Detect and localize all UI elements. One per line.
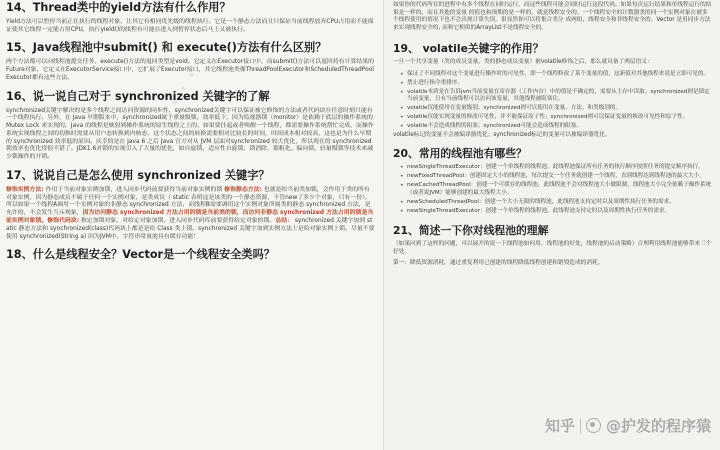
user-avatar-icon	[586, 418, 601, 433]
instance-method-text: 作用于当前对象实例加锁，进入同步代码前要获得当前对象实例的锁	[43, 186, 225, 193]
list-item: • newCachedThreadPool：创建一个可缓存的线程池，此线程池不会对线程池大小做限制，线程池大小完全依赖于操作系统（或者说JVM）能够创建的最大线程大小。	[407, 182, 713, 197]
lock-highlight-text: 因为访问静态 synchronized 方法占用的锁是当前类的锁，而访问非静态 synchronized 方法占用的锁是当前实例对象锁。	[6, 210, 374, 224]
list-item: • volatile仅能使用在变量级别；synchronized则可以使用在变量、方法、和类级别的。	[407, 105, 713, 112]
section-16-title: 16、说一说自己对于 synchronized 关键字的了解	[6, 89, 270, 103]
list-item: • volatile仅能实现变量的修改可见性，并不能保证原子性；synchronized则可以保证变量的修改可见性和原子性。	[407, 114, 713, 121]
instance-method-label: 修饰实例方法:	[6, 186, 44, 193]
section-17-title: 17、说说自己是怎么使用 synchronized 关键字？	[6, 169, 270, 182]
volatile-list	[393, 71, 713, 131]
watermark-divider	[580, 419, 581, 433]
section-19-body: 一旦一个共享变量（类的成员变量、类的静态成员变量）被volatile修饰之后，那么就具备了两层语义：	[393, 59, 653, 66]
zhihu-watermark	[545, 415, 711, 436]
thread-safety-intro: 如果你的代码所在的进程中有多个线程在同时运行，而这些线程可能会同时运行这段代码。如果每次运行结果和单线程运行的结果是一样的，而且其他的变量 的值也和预期的是一样的，就是线程安全的。一个线程安全的计数器类的同一个实例对象在被多个线程使用的情况下也不会出现计算失误。很显然你可以将集合类分 成两组，线程安全和非线程安全的。Vector 是用同步方法来实现线程安全的, 而和它相似的ArrayList不是线程安全的。	[393, 2, 712, 31]
section-19-tail: volatile标记的变量不会被编译器优化；synchronized标记的变量可以被编译器优化。	[393, 132, 611, 139]
section-16-body: synchronized关键字解决的是多个线程之间访问资源的同步性，synchronized关键字可以保证被它修饰的方法或者代码块在任意时刻只能有一个线程执行。另外，在 Java 早期版本中，synchronized属于重量级锁，效率低下，因为监视器锁（monitor）是依赖于底层的操作系统的 Mutex Lock 来实现的，Java 的线程是映射到操作系统的原生线程之上的。如果要挂起或者唤醒一个线程，都需要操作系统帮忙完成，而操作系统实现线程之间的切换时需要从用户态转换到内核态，这个状态之间的转换需要相对比较长的时间，时间成本相对较高，这也是为什么早期的 synchronized 效率低的原因。庆幸的是在 Java 6 之后 Java 官方对从 JVM 层面对synchronized 较大优化，所以现在的 synchronized 锁效率也优化得很不错了。JDK1.6对锁的实现引入了大量的优化，如自旋锁、适应性自旋锁、锁消除、锁粗化、偏向锁、轻量级锁等技术来减少锁操作的开销。	[6, 107, 374, 161]
code-block-text: 指定加锁对象，对给定对象加锁，进入同步代码库前要获得给定对象的锁。	[79, 218, 276, 224]
right-column	[383, 0, 720, 450]
code-block-label: 修饰代码块:	[47, 218, 80, 224]
list-item: • newFixedThreadPool：创建固定大小的线程池，每次提交一个任务就创建一个线程，直到线程达到线程池的最大大小。	[407, 173, 713, 180]
section-14-body: Yield方法可以暂停当前正在执行的线程对象，让其它有相同优先级的线程执行。它是一个静态方法而且只保证当前线程放弃CPU占用而不能保证使其它线程一定能占用CPU，执行yield()的线程有可能在进入到暂停状态后马上又被执行。	[6, 18, 374, 33]
list-item: • newSingleThreadExecutor：创建一个单线程的线程池，此线程池支持定时以及周期性执行任务的需求。	[407, 208, 713, 215]
static-method-label: 修饰静态方法:	[224, 186, 262, 193]
section-15-body: 两个方法都可以向线程池提交任务，execute()方法的返回类型是void，它定义在Executor接口中，而submit()方法可以返回持有计算结果的Future对象，它定义在ExecutorService接口中，它扩展了Executor接口，其它线程池类像ThreadPoolExecutor和ScheduledThreadPoolExecutor都有这些方法。	[6, 59, 375, 81]
list-item: • 保证了不同线程对这个变量进行操作时的可见性，即一个线程修改了某个变量的值，这新值对其他线程来说是立即可见的。	[407, 71, 713, 78]
background-watermark-left: · · · ·	[162, 51, 214, 114]
list-item: • volatile本质是在告诉jvm当前变量在寄存器（工作内存）中的值是不确定的，需要从主存中读取；synchronized则是锁定当前变量，只有当前线程可以访问该变量，其他线程被阻塞住。	[407, 89, 713, 104]
section-21-body-1: （如果问到了这样的问题，可以展开的说一下线程池如何用、线程池的好处、线程池的启动策略）合理利用线程池能够带来三个好处。	[393, 241, 712, 255]
summary-text: synchronized 关键字加到 static 静态方法和 synchronized(class)代码块上都是是给 Class 类上锁。synchronized 关键字加到实例方法上是给对象实例上锁。尽量不要使用 synchronized(String a) 因为JVM中，字符串常量池具有缓存功能！	[6, 218, 375, 240]
summary-label: 总结：	[275, 218, 293, 224]
section-18-title: 18、什么是线程安全？Vector是一个线程安全类吗？	[6, 248, 275, 262]
watermark-handle: @护发的程序猿	[605, 417, 711, 435]
static-method-text: 也就是给当前类加锁，会作用于类的所有对象实例，因为静态成员不属于任何一个实例对象，是类成员（ static 表明这是该类的一个静态资源，不管new了多少个对象，只有一份）。所以如果一个线程A调用一个实例对象的非静态 synchronized 方法，而线程B需要调用这个实例对象所属类的静态 synchronized 方法，是允许的，不会发生互斥现象，	[6, 186, 371, 217]
list-item: • newScheduledThreadPool：创建一个大小无限的线程池，此线程池支持定时以及周期性执行任务的需求。	[407, 199, 713, 206]
section-19-title: 19、 volatile关键字的作用？	[393, 42, 544, 56]
zhihu-logo-text: 知乎	[544, 417, 575, 435]
section-21-title: 21、简述一下你对线程池的理解	[393, 223, 549, 237]
list-item: • 禁止进行指令重排序。	[407, 80, 713, 87]
thread-pool-list	[393, 164, 713, 215]
section-14-title: 14、Thread类中的yield方法有什么作用？	[6, 1, 231, 14]
list-item: • volatile不会造成线程的阻塞；synchronized可能会造成线程的阻塞。	[407, 123, 713, 130]
section-15-title: 15、Java线程池中submit() 和 execute()方法有什么区别？	[6, 41, 327, 55]
section-17-body	[6, 187, 375, 241]
section-20-title: 20、常用的线程池有哪些？	[393, 146, 527, 160]
list-item: • newSingleThreadExecutor：创建一个单线程的线程池，此线程池保证所有任务的执行顺序按照任务的提交顺序执行。	[407, 164, 713, 171]
section-21-body-2: 第一：降低资源消耗。通过重复利用已创建的线程降低线程创建和销毁造成的消耗。	[393, 260, 604, 267]
